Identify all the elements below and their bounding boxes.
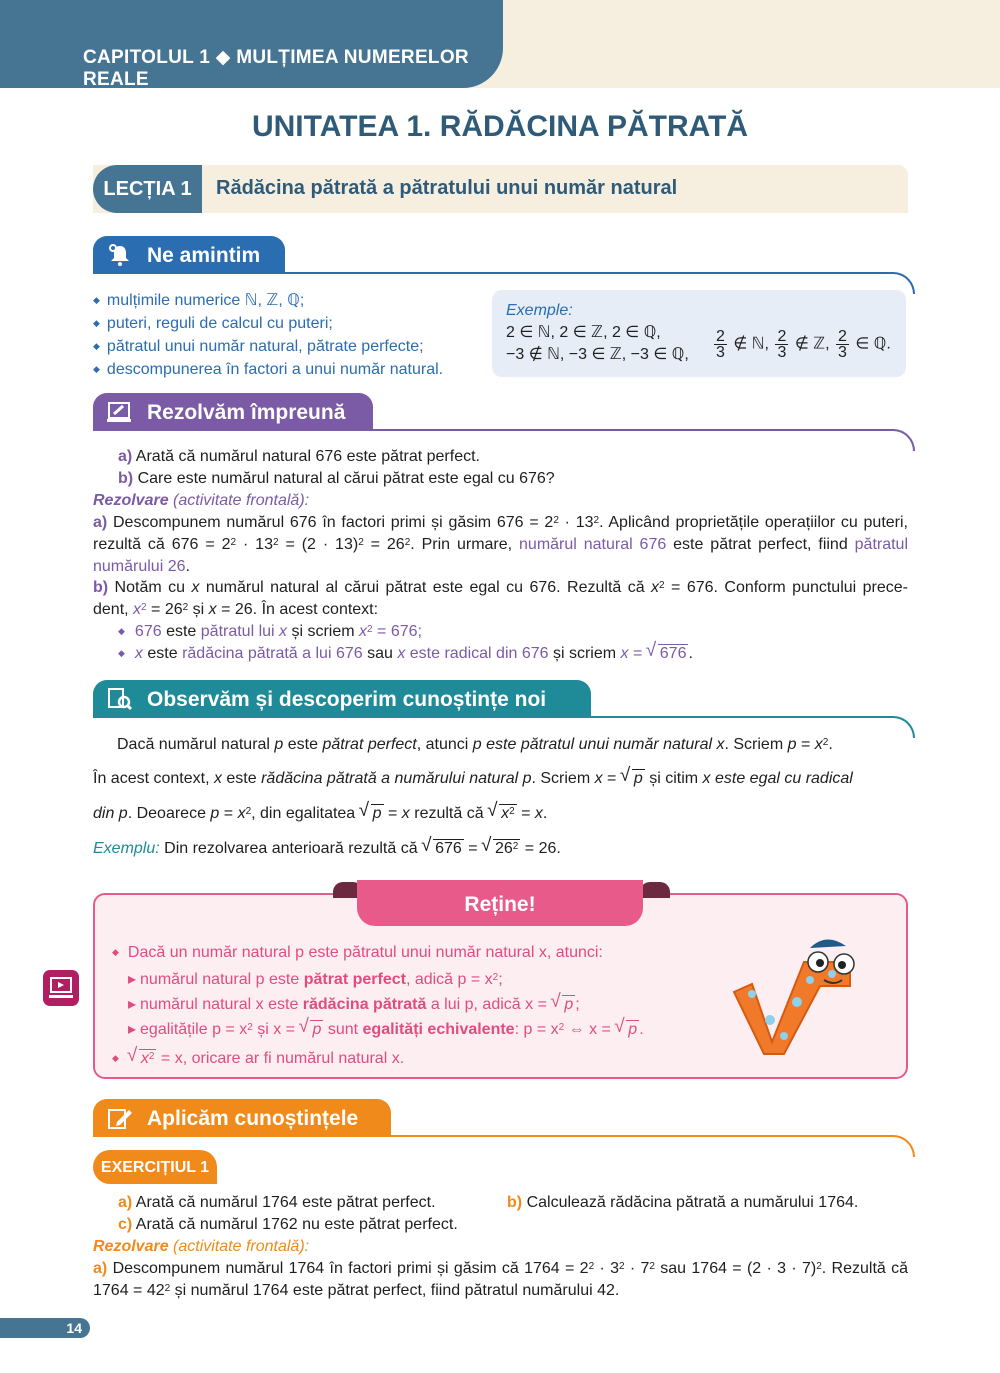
solution-label: Rezolvare (activitate frontală): — [93, 1238, 310, 1255]
observation-example: Exemplu: Din rezolvarea anterioară rezultă că √ 676 = √ $26^2 = 26$. — [93, 838, 908, 860]
bell-icon — [107, 243, 133, 267]
section-retine: Reține! — [357, 880, 643, 926]
section-title: Observăm și descoperim cunoștințe noi — [147, 688, 547, 711]
retine-content — [112, 940, 644, 1073]
retine-subitem: ▸ egalitățile $p = x^2$ și x = √ p sunt egalități echivalente: $p = x^2$ ⇔ x = √ p . — [128, 1017, 644, 1042]
list-item: ◆ puteri, reguli de calcul cu puteri; — [93, 313, 443, 336]
solution-a: a) Descompunem numărul 676 în factori primi și găsim $676 = 2^2 \cdot 13^2$. Aplicând proprietățile operațiilor cu puteri, rezultă că $676 = 2^2 \cdot 13^2 = (2 \cdot 13)^2 = 26^2$. Prin urmare, numărul natural 676 este pătrat perfect, fiind pătratul numărului 26. — [93, 514, 909, 575]
task-a: a) Arată că numărul 1764 este pătrat perfect. — [118, 1194, 436, 1211]
section-rezolvam — [93, 393, 373, 431]
list-item: ◆ mulțimile numerice ℕ, ℤ, ℚ; — [93, 290, 443, 313]
examples-label: Exemple: — [506, 302, 573, 319]
observation-line: din p. Deoarece $p = x^2$, din egalitatea √ p = x rezultă că √ $x^2 = x$. — [93, 803, 908, 825]
bullet-item: ◆ 676 este pătratul lui x și scriem $x^2 = 676$; — [118, 623, 422, 640]
ribbon-tab — [640, 882, 670, 898]
list-item: ◆ descompunerea în factori a unui număr natural. — [93, 359, 443, 382]
retine-subitem: ▸ numărul natural x este rădăcina pătrată a lui p, adică x = √ p ; — [128, 992, 644, 1017]
retine-item: ◆ Dacă un număr natural p este pătratul unui număr natural x, atunci: — [112, 940, 644, 967]
section-title: Ne amintim — [147, 244, 261, 267]
section-divider — [391, 1135, 915, 1157]
fraction-examples: $\frac{2}{3}$ ∉ ℕ, $\frac{2}{3}$ ∉ ℤ, $\frac{2}{3}$ ∈ ℚ. — [716, 327, 891, 361]
media-icon[interactable] — [43, 970, 79, 1006]
magnifier-icon — [107, 687, 133, 711]
bullet-item: ◆ x este rădăcina pătrată a lui 676 sau x este radical din 676 și scriem x = √ 676 . — [118, 643, 693, 666]
exercise-badge: EXERCIȚIUL 1 — [93, 1150, 217, 1184]
mascot-radical-illustration — [722, 932, 872, 1062]
task-c: c) Arată că numărul 1762 nu este pătrat perfect. — [118, 1216, 458, 1233]
pencil-icon — [107, 1106, 133, 1130]
lesson-badge: LECȚIA 1 — [93, 165, 202, 213]
section-aplicam — [93, 1099, 391, 1137]
page-number: 14 — [0, 1318, 90, 1338]
section-title: Rezolvăm împreună — [147, 401, 346, 424]
solution-a: a) Descompunem numărul 1764 în factori primi și găsim că $1764 = 2^2 \cdot 3^2 \cdot 7^2$ sau $1764 = (2 \cdot 3 \cdot 7)^2$. Rezultă că $1764 = 42^2$ și numărul 1764 este pătrat perfect, fiind pătratul numărului 42. — [93, 1260, 909, 1299]
retine-item: ◆ √ $x^2 = x$, oricare ar fi numărul natural x. — [112, 1046, 644, 1073]
solution-label: Rezolvare (activitate frontală): — [93, 492, 310, 509]
observation-line: Dacă numărul natural p este pătrat perfect, atunci p este pătratul unui număr natural x. Scriem $p = x^2$. — [117, 736, 833, 753]
section-title: Aplicăm cunoștințele — [147, 1107, 359, 1130]
observation-line: În acest context, x este rădăcina pătrată a numărului natural p. Scriem x = √ p și citim x este egal cu radical — [93, 768, 908, 790]
examples-box — [492, 290, 906, 377]
unit-title: UNITATEA 1. RĂDĂCINA PĂTRATĂ — [251, 110, 749, 143]
solution-b: b) Notăm cu x numărul natural al cărui pătrat este egal cu 676. Rezultă că $x^2 = 676$. Conform punctului prece- dent, $x^2 = 26^2$ și x = 26. În acest context: — [93, 579, 908, 618]
task-b: b) Calculează rădăcina pătrată a numărului 1764. — [507, 1194, 859, 1211]
example-line: 2 ∈ ℕ, 2 ∈ ℤ, 2 ∈ ℚ, — [506, 324, 661, 341]
board-icon — [107, 400, 133, 424]
example-line: −3 ∉ ℕ, −3 ∈ ℤ, −3 ∈ ℚ, — [506, 346, 689, 363]
retine-subitem: ▸ numărul natural p este pătrat perfect, adică $p = x^2$; — [128, 967, 644, 992]
section-observam — [93, 680, 591, 718]
lesson-title: Rădăcina pătrată a pătratului unui număr natural — [216, 177, 678, 199]
section-ne-amintim — [93, 236, 285, 274]
task-a: a) Arată că numărul natural 676 este pătrat perfect. — [118, 448, 480, 465]
recall-list — [93, 290, 443, 382]
task-b: b) Care este numărul natural al cărui pătrat este egal cu 676? — [118, 470, 555, 487]
list-item: ◆ pătratul unui număr natural, pătrate perfecte; — [93, 336, 443, 359]
chapter-title: CAPITOLUL 1 ◆ MULȚIMEA NUMERELOR REALE — [0, 0, 503, 88]
